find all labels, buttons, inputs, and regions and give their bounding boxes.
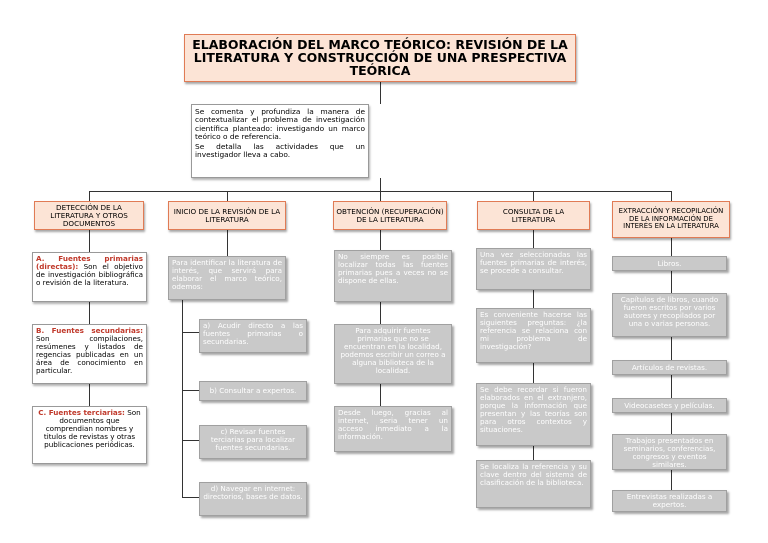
connector-col3-stem-3 xyxy=(380,384,381,406)
consulta-box-1: Una vez seleccionadas las fuentes primarias de interés, se procede a consultar. xyxy=(476,248,591,290)
consulta-box-4: Se localiza la referencia y su clave dentro del sistema de clasificación de la biblioteca. xyxy=(476,460,591,508)
fuentes-terciarias-box xyxy=(32,406,147,464)
extraccion-capitulos: Capítulos de libros, cuando fueron escritos por varios autores y recopilados por una o varias personas. xyxy=(612,293,727,337)
inicio-option-d: d) Navegar en internet: directorios, bases de datos. xyxy=(199,482,307,516)
consulta-box-2: Es conveniente hacerse las siguientes preguntas: ¿la referencia se relaciona con mi problema de investigación? xyxy=(476,308,591,363)
fuentes-primarias-text: Son el objetivo de investigación bibliográfica o revisión de la literatura. xyxy=(36,262,143,287)
header-inicio-revision: INICIO DE LA REVISIÓN DE LA LITERATURA xyxy=(168,201,286,230)
fuentes-secundarias-label: B. Fuentes secundarias: xyxy=(36,326,143,335)
consulta-box-3: Se debe recordar si fueron elaborados en el extranjero, porque la información que presentan y las teorías son para otros contextos y situaciones. xyxy=(476,383,591,446)
extraccion-trabajos: Trabajos presentados en seminarios, conferencias, congresos y eventos similares. xyxy=(612,434,727,470)
header-deteccion: DETECCIÓN DE LA LITERATURA Y OTROS DOCUMENTOS xyxy=(34,201,144,230)
connector-col3 xyxy=(380,191,381,201)
obtencion-box-3: Desde luego, gracias al internet, seria tener un acceso inmediato a la información. xyxy=(334,406,452,452)
fuentes-secundarias-text: Son compilaciones, resúmenes y listados de regencias publicadas en un área de conocimiento en particular. xyxy=(36,334,143,375)
inicio-option-b: b) Consultar a expertos. xyxy=(199,381,307,401)
fuentes-terciarias-text: Son documentos que comprendian nombres y titulos de revistas y otras publicaciones periódicas. xyxy=(43,408,141,449)
fuentes-secundarias-box xyxy=(32,324,147,384)
obtencion-box-2: Para adquirir fuentes primarias que no se encuentran en la localidad, podemos escribir un correo a alguna biblioteca de la localidad. xyxy=(334,324,452,384)
fuentes-primarias-label: A. Fuentes primarias (directas): xyxy=(36,254,143,271)
connector-col5 xyxy=(671,191,672,201)
connector-col2-tick-c xyxy=(182,440,199,441)
connector-col4-stem-4 xyxy=(533,446,534,460)
connector-col2-stem xyxy=(227,230,228,256)
connector-col2-tick-b xyxy=(182,390,199,391)
connector-col1 xyxy=(89,191,90,201)
connector-title-desc xyxy=(380,82,381,104)
inicio-intro-box: Para identificar la literatura de interés, que servirá para elaborar el marco teórico, odemos: xyxy=(168,256,286,300)
extraccion-videocasetes: Videocasetes y películas. xyxy=(612,398,727,413)
fuentes-primarias-box xyxy=(32,252,147,302)
inicio-option-a: a) Acudir directo a las fuentes primarias o secundarias. xyxy=(199,319,307,353)
fuentes-terciarias-label: C. Fuentes terciarias: xyxy=(38,408,125,417)
header-obtencion: OBTENCIÓN (RECUPERACIÓN) DE LA LITERATURA xyxy=(333,201,447,230)
connector-desc-bar xyxy=(380,178,381,191)
extraccion-articulos: Artículos de revistas. xyxy=(612,360,727,375)
connector-col2-bracket xyxy=(182,300,183,497)
connector-col4-stem-3 xyxy=(533,363,534,383)
extraccion-entrevistas: Entrevistas realizadas a expertos. xyxy=(612,490,727,512)
connector-col2-tick-a xyxy=(182,332,199,333)
description-box xyxy=(191,104,369,178)
obtencion-box-1: No siempre es posible localizar todas las fuentes primarias pues a veces no se dispone de ellas. xyxy=(334,250,452,302)
extraccion-libros: Libros. xyxy=(612,256,727,271)
inicio-option-c: c) Revisar fuentes terciarias para localizar fuentes secundarias. xyxy=(199,425,307,459)
connector-col4-stem-2 xyxy=(533,290,534,308)
connector-col1-stem-3 xyxy=(89,384,90,406)
connector-col1-stem xyxy=(89,230,90,252)
header-consulta: CONSULTA DE LA LITERATURA xyxy=(477,201,590,230)
description-paragraph-2: Se detalla las actividades que un investigador lleva a cabo. xyxy=(195,142,365,160)
connector-col2 xyxy=(227,191,228,201)
connector-col4-stem xyxy=(533,230,534,248)
connector-col4 xyxy=(533,191,534,201)
connector-col3-stem-2 xyxy=(380,302,381,324)
diagram-title: ELABORACIÓN DEL MARCO TEÓRICO: REVISIÓN DE LA LITERATURA Y CONSTRUCCIÓN DE UNA PRESPECTIVA TEÓRICA xyxy=(184,34,576,82)
description-paragraph-1: Se comenta y profundiza la manera de contextualizar el problema de investigación científica planteado: investigando un marco teórico o de referencia. xyxy=(195,107,365,141)
connector-col2-tick-d xyxy=(182,497,199,498)
header-extraccion: EXTRACCIÓN Y RECOPILACIÓN DE LA INFORMACIÓN DE INTERÉS EN LA LITERATURA xyxy=(612,201,730,238)
connector-col3-stem xyxy=(380,230,381,250)
connector-col1-stem-2 xyxy=(89,302,90,324)
